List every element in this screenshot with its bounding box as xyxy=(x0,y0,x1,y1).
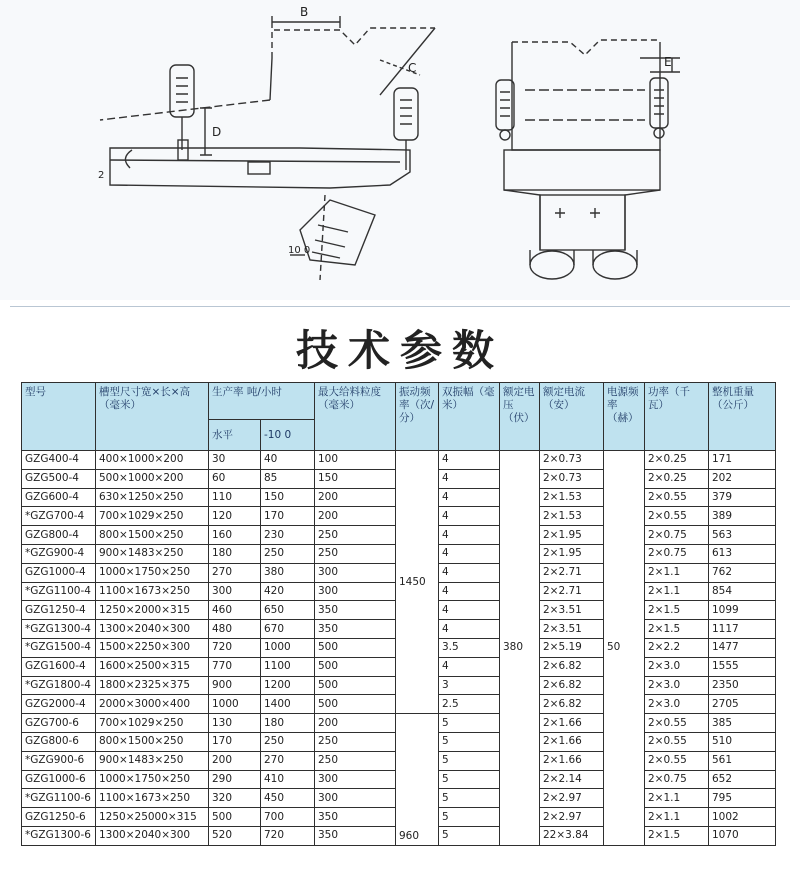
cell-model: *GZG900-6 xyxy=(22,751,96,770)
cell-particle: 500 xyxy=(315,676,396,695)
cell-amplitude: 5 xyxy=(439,714,500,733)
cell-size: 1800×2325×375 xyxy=(96,676,209,695)
cell-capacity-horizontal: 200 xyxy=(209,751,261,770)
cell-model: *GZG1100-6 xyxy=(22,789,96,808)
cell-current: 2×3.51 xyxy=(540,601,604,620)
cell-current: 2×0.73 xyxy=(540,469,604,488)
cell-size: 1250×2000×315 xyxy=(96,601,209,620)
cell-current: 2×1.53 xyxy=(540,507,604,526)
header-power: 功率（千瓦） xyxy=(645,383,709,451)
cell-amplitude: 5 xyxy=(439,770,500,789)
cell-current: 2×0.73 xyxy=(540,451,604,470)
cell-weight: 385 xyxy=(709,714,776,733)
cell-capacity-horizontal: 460 xyxy=(209,601,261,620)
cell-weight: 652 xyxy=(709,770,776,789)
cell-power: 2×0.25 xyxy=(645,469,709,488)
table-row xyxy=(22,714,776,733)
dim-c-label: C xyxy=(408,61,417,75)
cell-current: 2×1.66 xyxy=(540,714,604,733)
cell-capacity-horizontal: 130 xyxy=(209,714,261,733)
cell-weight: 1117 xyxy=(709,620,776,639)
cell-capacity-tilt: 670 xyxy=(261,620,315,639)
cell-power: 2×1.1 xyxy=(645,582,709,601)
cell-capacity-tilt: 1200 xyxy=(261,676,315,695)
cell-capacity-horizontal: 160 xyxy=(209,526,261,545)
cell-current: 2×2.14 xyxy=(540,770,604,789)
cell-capacity-horizontal: 120 xyxy=(209,507,261,526)
cell-weight: 561 xyxy=(709,751,776,770)
cell-capacity-tilt: 40 xyxy=(261,451,315,470)
cell-capacity-horizontal: 180 xyxy=(209,544,261,563)
cell-capacity-tilt: 720 xyxy=(261,826,315,845)
cell-current: 2×6.82 xyxy=(540,657,604,676)
cell-power: 2×1.5 xyxy=(645,826,709,845)
header-weight: 整机重量（公斤） xyxy=(709,383,776,451)
cell-power: 2×1.1 xyxy=(645,808,709,827)
cell-model: GZG800-4 xyxy=(22,526,96,545)
cell-capacity-tilt: 150 xyxy=(261,488,315,507)
cell-weight: 1002 xyxy=(709,808,776,827)
cell-current: 2×2.71 xyxy=(540,563,604,582)
cell-particle: 200 xyxy=(315,507,396,526)
cell-weight: 1555 xyxy=(709,657,776,676)
cell-capacity-tilt: 420 xyxy=(261,582,315,601)
cell-size: 900×1483×250 xyxy=(96,544,209,563)
cell-size: 630×1250×250 xyxy=(96,488,209,507)
cell-power: 2×0.75 xyxy=(645,526,709,545)
cell-model: GZG1600-4 xyxy=(22,657,96,676)
cell-power: 2×0.55 xyxy=(645,732,709,751)
cell-power: 2×0.55 xyxy=(645,714,709,733)
dim-b-label: B xyxy=(300,5,309,19)
section-divider xyxy=(10,306,790,307)
cell-particle: 250 xyxy=(315,751,396,770)
cell-size: 1000×1750×250 xyxy=(96,563,209,582)
cell-model: GZG1000-4 xyxy=(22,563,96,582)
cell-capacity-horizontal: 110 xyxy=(209,488,261,507)
cell-size: 1500×2250×300 xyxy=(96,638,209,657)
cell-model: GZG600-4 xyxy=(22,488,96,507)
cell-model: *GZG1300-6 xyxy=(22,826,96,845)
cell-model: GZG700-6 xyxy=(22,714,96,733)
cell-size: 1600×2500×315 xyxy=(96,657,209,676)
cell-supply-freq: 50 xyxy=(604,451,645,846)
cell-weight: 2705 xyxy=(709,695,776,714)
cell-model: *GZG1500-4 xyxy=(22,638,96,657)
cell-power: 2×1.5 xyxy=(645,620,709,639)
cell-capacity-horizontal: 320 xyxy=(209,789,261,808)
cell-weight: 854 xyxy=(709,582,776,601)
cell-current: 22×3.84 xyxy=(540,826,604,845)
cell-amplitude: 4 xyxy=(439,507,500,526)
cell-freq-960: 960 xyxy=(396,714,439,846)
cell-capacity-tilt: 250 xyxy=(261,732,315,751)
cell-size: 1100×1673×250 xyxy=(96,582,209,601)
cell-current: 2×6.82 xyxy=(540,676,604,695)
feeder-schematic xyxy=(0,0,800,300)
cell-amplitude: 4 xyxy=(439,563,500,582)
cell-weight: 510 xyxy=(709,732,776,751)
cell-particle: 100 xyxy=(315,451,396,470)
cell-current: 2×1.53 xyxy=(540,488,604,507)
cell-current: 2×2.71 xyxy=(540,582,604,601)
cell-size: 500×1000×200 xyxy=(96,469,209,488)
cell-weight: 795 xyxy=(709,789,776,808)
cell-amplitude: 4 xyxy=(439,544,500,563)
cell-amplitude: 5 xyxy=(439,789,500,808)
cell-size: 900×1483×250 xyxy=(96,751,209,770)
cell-capacity-horizontal: 290 xyxy=(209,770,261,789)
cell-amplitude: 4 xyxy=(439,451,500,470)
cell-capacity-horizontal: 60 xyxy=(209,469,261,488)
cell-amplitude: 5 xyxy=(439,808,500,827)
header-tilt: -10 0 xyxy=(261,420,315,451)
cell-size: 1300×2040×300 xyxy=(96,620,209,639)
cell-particle: 350 xyxy=(315,601,396,620)
cell-amplitude: 4 xyxy=(439,488,500,507)
header-model: 型号 xyxy=(22,383,96,451)
cell-model: *GZG1300-4 xyxy=(22,620,96,639)
cell-current: 2×2.97 xyxy=(540,808,604,827)
cell-current: 2×1.95 xyxy=(540,526,604,545)
cell-capacity-tilt: 1400 xyxy=(261,695,315,714)
cell-capacity-tilt: 380 xyxy=(261,563,315,582)
cell-capacity-horizontal: 480 xyxy=(209,620,261,639)
cell-capacity-tilt: 180 xyxy=(261,714,315,733)
cell-size: 700×1029×250 xyxy=(96,507,209,526)
cell-amplitude: 5 xyxy=(439,751,500,770)
header-horizontal: 水平 xyxy=(209,420,261,451)
cell-particle: 500 xyxy=(315,695,396,714)
cell-model: GZG800-6 xyxy=(22,732,96,751)
cell-amplitude: 5 xyxy=(439,826,500,845)
cell-capacity-tilt: 85 xyxy=(261,469,315,488)
cell-power: 2×1.5 xyxy=(645,601,709,620)
cell-capacity-tilt: 650 xyxy=(261,601,315,620)
small-dim-label: 2 xyxy=(98,170,105,181)
cell-size: 400×1000×200 xyxy=(96,451,209,470)
cell-model: GZG400-4 xyxy=(22,451,96,470)
cell-particle: 200 xyxy=(315,488,396,507)
header-freq: 振动频率（次/分） xyxy=(396,383,439,451)
cell-current: 2×6.82 xyxy=(540,695,604,714)
cell-current: 2×1.66 xyxy=(540,732,604,751)
cell-particle: 350 xyxy=(315,826,396,845)
cell-model: GZG1250-6 xyxy=(22,808,96,827)
dim-d-label: D xyxy=(212,125,222,139)
cell-amplitude: 3 xyxy=(439,676,500,695)
cell-weight: 202 xyxy=(709,469,776,488)
header-supply-freq: 电源频率（赫） xyxy=(604,383,645,451)
cell-model: GZG500-4 xyxy=(22,469,96,488)
header-particle: 最大给料粒度（毫米） xyxy=(315,383,396,451)
header-capacity: 生产率 吨/小时 xyxy=(209,383,315,420)
cell-capacity-horizontal: 520 xyxy=(209,826,261,845)
cell-capacity-horizontal: 170 xyxy=(209,732,261,751)
table-row xyxy=(22,451,776,470)
cell-capacity-horizontal: 770 xyxy=(209,657,261,676)
cell-power: 2×0.25 xyxy=(645,451,709,470)
cell-weight: 762 xyxy=(709,563,776,582)
cell-capacity-horizontal: 500 xyxy=(209,808,261,827)
dim-e-label: E xyxy=(664,55,672,69)
cell-power: 2×2.2 xyxy=(645,638,709,657)
cell-particle: 250 xyxy=(315,526,396,545)
cell-voltage: 380 xyxy=(500,451,540,846)
cell-model: GZG1250-4 xyxy=(22,601,96,620)
cell-particle: 300 xyxy=(315,563,396,582)
cell-amplitude: 4 xyxy=(439,657,500,676)
cell-capacity-tilt: 1100 xyxy=(261,657,315,676)
cell-size: 1300×2040×300 xyxy=(96,826,209,845)
cell-model: GZG1000-6 xyxy=(22,770,96,789)
cell-capacity-horizontal: 720 xyxy=(209,638,261,657)
cell-power: 2×0.55 xyxy=(645,507,709,526)
cell-weight: 389 xyxy=(709,507,776,526)
cell-amplitude: 4 xyxy=(439,601,500,620)
cell-particle: 350 xyxy=(315,620,396,639)
cell-power: 2×0.55 xyxy=(645,751,709,770)
cell-power: 2×0.75 xyxy=(645,770,709,789)
cell-power: 2×3.0 xyxy=(645,676,709,695)
cell-weight: 2350 xyxy=(709,676,776,695)
cell-particle: 500 xyxy=(315,657,396,676)
cell-capacity-tilt: 700 xyxy=(261,808,315,827)
cell-size: 1000×1750×250 xyxy=(96,770,209,789)
header-size: 槽型尺寸宽×长×高（毫米） xyxy=(96,383,209,451)
cell-weight: 1070 xyxy=(709,826,776,845)
cell-size: 1100×1673×250 xyxy=(96,789,209,808)
cell-current: 2×1.95 xyxy=(540,544,604,563)
header-amplitude: 双振幅（毫米） xyxy=(439,383,500,451)
technical-drawing xyxy=(0,0,800,300)
cell-capacity-tilt: 1000 xyxy=(261,638,315,657)
cell-particle: 250 xyxy=(315,544,396,563)
cell-amplitude: 4 xyxy=(439,526,500,545)
cell-particle: 150 xyxy=(315,469,396,488)
cell-size: 700×1029×250 xyxy=(96,714,209,733)
cell-model: *GZG900-4 xyxy=(22,544,96,563)
cell-particle: 350 xyxy=(315,808,396,827)
cell-particle: 300 xyxy=(315,789,396,808)
cell-model: GZG2000-4 xyxy=(22,695,96,714)
cell-capacity-tilt: 450 xyxy=(261,789,315,808)
cell-particle: 500 xyxy=(315,638,396,657)
cell-power: 2×1.1 xyxy=(645,789,709,808)
cell-weight: 171 xyxy=(709,451,776,470)
cell-model: *GZG1100-4 xyxy=(22,582,96,601)
cell-particle: 200 xyxy=(315,714,396,733)
cell-model: *GZG700-4 xyxy=(22,507,96,526)
cell-freq-1450: 1450 xyxy=(396,451,439,714)
page-title: 技术参数 xyxy=(295,326,504,375)
cell-capacity-tilt: 170 xyxy=(261,507,315,526)
cell-power: 2×3.0 xyxy=(645,657,709,676)
cell-weight: 379 xyxy=(709,488,776,507)
cell-amplitude: 3.5 xyxy=(439,638,500,657)
cell-size: 1250×25000×315 xyxy=(96,808,209,827)
cell-amplitude: 4 xyxy=(439,620,500,639)
spec-table xyxy=(21,382,776,846)
cell-capacity-horizontal: 300 xyxy=(209,582,261,601)
cell-capacity-horizontal: 900 xyxy=(209,676,261,695)
cell-capacity-tilt: 230 xyxy=(261,526,315,545)
spec-table-body xyxy=(22,451,776,846)
cell-weight: 1099 xyxy=(709,601,776,620)
cell-amplitude: 4 xyxy=(439,582,500,601)
cell-size: 2000×3000×400 xyxy=(96,695,209,714)
cell-current: 2×1.66 xyxy=(540,751,604,770)
cell-size: 800×1500×250 xyxy=(96,732,209,751)
cell-weight: 563 xyxy=(709,526,776,545)
angle-label: 10 0 xyxy=(288,245,311,256)
cell-capacity-tilt: 270 xyxy=(261,751,315,770)
cell-capacity-horizontal: 1000 xyxy=(209,695,261,714)
cell-amplitude: 2.5 xyxy=(439,695,500,714)
cell-capacity-tilt: 250 xyxy=(261,544,315,563)
cell-current: 2×3.51 xyxy=(540,620,604,639)
cell-weight: 1477 xyxy=(709,638,776,657)
cell-power: 2×0.75 xyxy=(645,544,709,563)
cell-power: 2×1.1 xyxy=(645,563,709,582)
cell-amplitude: 4 xyxy=(439,469,500,488)
cell-particle: 250 xyxy=(315,732,396,751)
cell-capacity-horizontal: 30 xyxy=(209,451,261,470)
cell-model: *GZG1800-4 xyxy=(22,676,96,695)
cell-current: 2×2.97 xyxy=(540,789,604,808)
cell-particle: 300 xyxy=(315,770,396,789)
cell-current: 2×5.19 xyxy=(540,638,604,657)
cell-capacity-horizontal: 270 xyxy=(209,563,261,582)
cell-particle: 300 xyxy=(315,582,396,601)
header-current: 额定电流（安） xyxy=(540,383,604,451)
cell-amplitude: 5 xyxy=(439,732,500,751)
cell-capacity-tilt: 410 xyxy=(261,770,315,789)
cell-size: 800×1500×250 xyxy=(96,526,209,545)
header-voltage: 额定电压（伏） xyxy=(500,383,540,451)
cell-power: 2×0.55 xyxy=(645,488,709,507)
cell-weight: 613 xyxy=(709,544,776,563)
cell-power: 2×3.0 xyxy=(645,695,709,714)
